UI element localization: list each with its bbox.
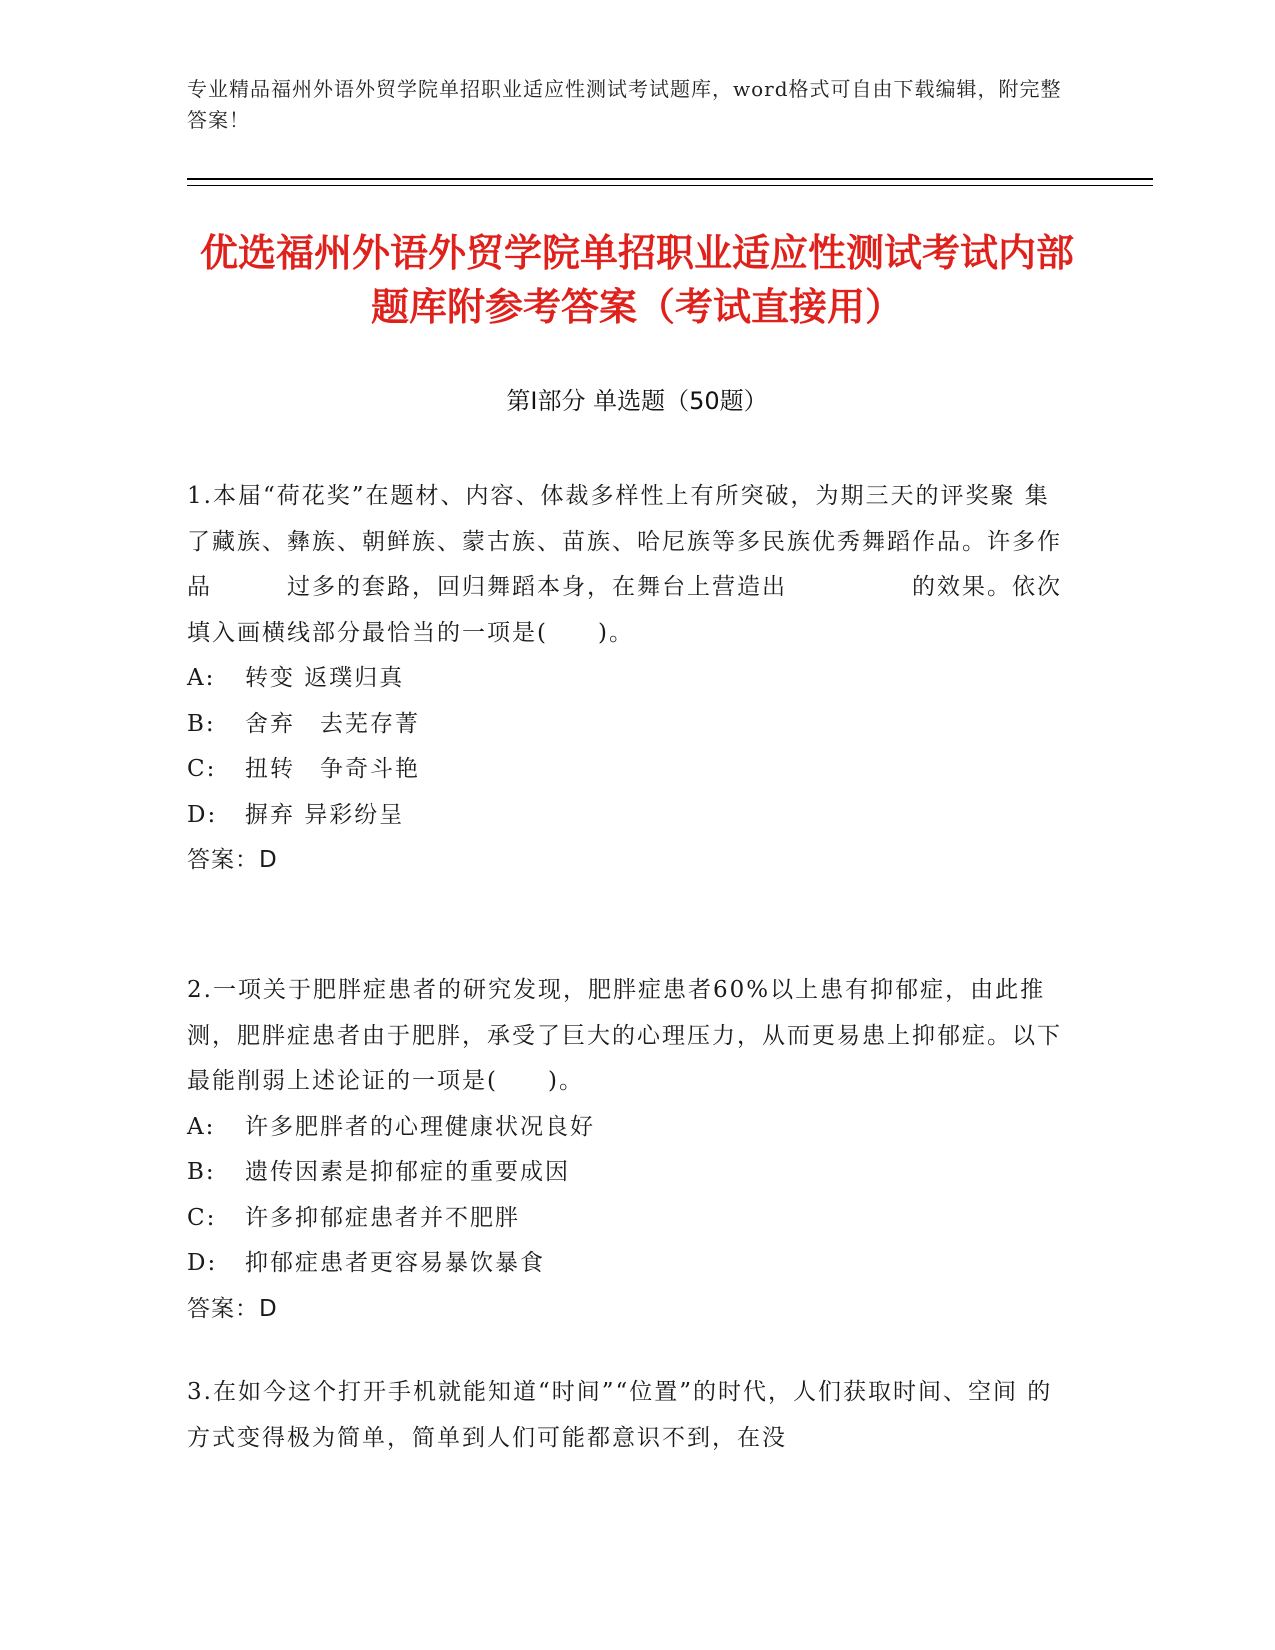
option-text: 遗传因素是抑郁症的重要成因 [245, 1159, 570, 1185]
option-key: D: [187, 1250, 218, 1276]
question-stem: 2.一项关于肥胖症患者的研究发现，肥胖症患者60%以上患有抑郁症，由此推测，肥胖症患者由于肥胖，承受了巨大的心理压力，从而更易患上抑郁症。以下最能削弱上述论证的一项是( )。 [187, 977, 1062, 1094]
option-key: C: [187, 756, 217, 782]
option-text: 扭转 争奇斗艳 [245, 756, 420, 782]
option-text: 抑郁症患者更容易暴饮暴食 [245, 1250, 545, 1276]
header-rule-thick [187, 178, 1153, 180]
option-key: A: [187, 665, 216, 691]
option-b [187, 702, 1067, 748]
answer-line: 答案：D [187, 847, 278, 873]
question-stem: 1.本届“荷花奖”在题材、内容、体裁多样性上有所突破，为期三天的评奖聚 集了藏族、彝族、朝鲜族、蒙古族、苗族、哈尼族等多民族优秀舞蹈作品。许多作品 过多的套路，回归舞蹈本身，在舞台上营造出 的效果。依次填入画横线部分最恰当的一项是( )。 [187, 483, 1062, 646]
option-key: B: [187, 710, 216, 737]
option-key: C: [187, 1204, 217, 1231]
option-text: 许多抑郁症患者并不肥胖 [245, 1204, 520, 1231]
option-text: 转变 返璞归真 [245, 665, 405, 691]
question-3 [187, 1370, 1067, 1461]
document-title: 优选福州外语外贸学院单招职业适应性测试考试内部题库附参考答案（考试直接用） [199, 231, 1074, 329]
question-2 [187, 968, 1067, 1332]
option-key: B: [187, 1159, 216, 1185]
question-stem: 3.在如今这个打开手机就能知道“时间”“位置”的时代，人们获取时间、空间 的方式变得极为简单，简单到人们可能都意识不到，在没 [187, 1379, 1053, 1451]
option-b [187, 1150, 1067, 1196]
option-text: 许多肥胖者的心理健康状况良好 [245, 1113, 595, 1140]
option-c [187, 747, 1067, 793]
option-a [187, 656, 1067, 702]
header-rule-thin [187, 185, 1153, 186]
section-heading: 第Ⅰ部分 单选题（50题） [506, 387, 768, 415]
question-1 [187, 474, 1067, 884]
option-d [187, 1241, 1067, 1287]
option-key: A: [187, 1113, 216, 1140]
option-key: D: [187, 801, 218, 828]
option-a [187, 1105, 1067, 1151]
option-text: 舍弃 去芜存菁 [245, 710, 420, 737]
option-text: 摒弃 异彩纷呈 [245, 801, 405, 828]
option-d [187, 793, 1067, 839]
header-note: 专业精品福州外语外贸学院单招职业适应性测试考试题库，word格式可自由下载编辑，附完整答案！ [187, 77, 1062, 132]
answer-line: 答案：D [187, 1295, 278, 1322]
option-c [187, 1196, 1067, 1242]
